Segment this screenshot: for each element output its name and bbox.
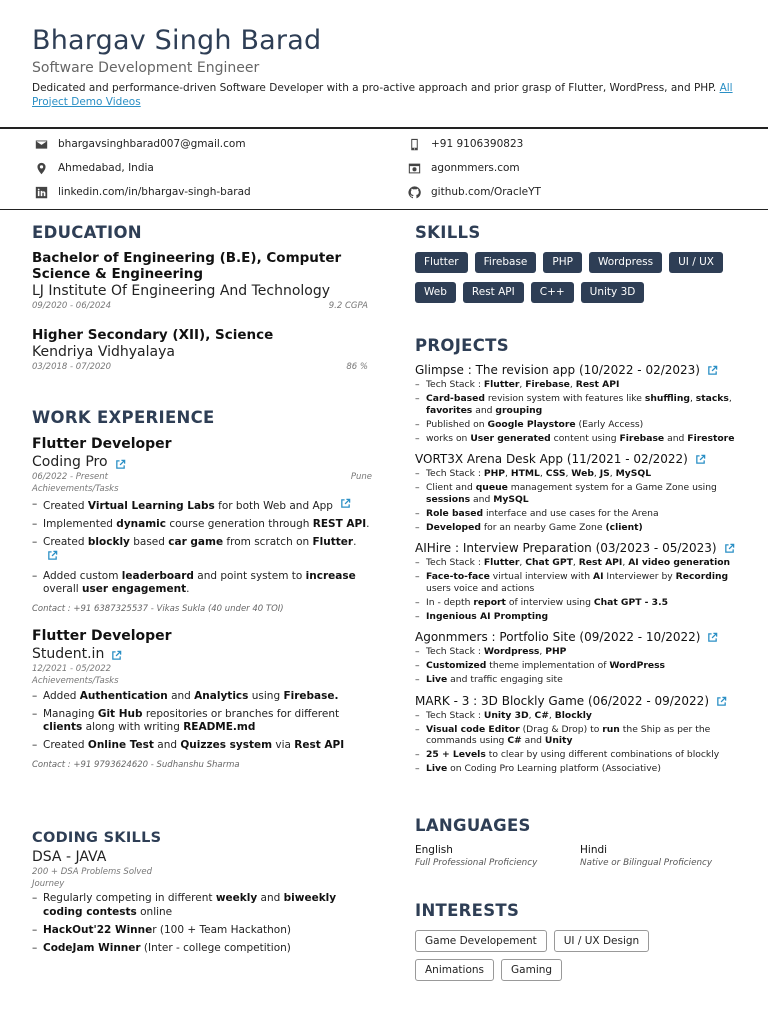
skills-section <box>415 223 745 312</box>
external-link-icon[interactable] <box>340 498 351 509</box>
list-item: – In - depth report of interview using Chat GPT - 3.5 <box>415 597 745 609</box>
contact-divider <box>0 209 768 210</box>
skill-tag: Flutter <box>415 252 468 273</box>
job-location: Pune <box>350 472 372 482</box>
linkedin-icon <box>34 185 48 199</box>
project-item <box>415 452 745 533</box>
project-title[interactable] <box>415 694 745 709</box>
degree-title: Bachelor of Engineering (B.E), Computer Science & Engineering <box>32 250 342 282</box>
email-text: bhargavsinghbarad007@gmail.com <box>58 138 246 150</box>
external-link-icon[interactable] <box>707 632 718 643</box>
contact-location <box>34 161 154 175</box>
location-text: Ahmedabad, India <box>58 162 154 174</box>
interest-tag: Animations <box>415 959 494 981</box>
education-dates: 03/2018 - 07/2020 <box>32 362 112 372</box>
interest-tags <box>415 930 715 988</box>
project-title-text: VORT3X Arena Desk App (11/2021 - 02/2022) <box>415 452 688 466</box>
company[interactable] <box>32 645 372 663</box>
skills-title: SKILLS <box>415 223 481 242</box>
list-item: – Tech Stack : Flutter, Chat GPT, Rest API, AI video generation <box>415 557 745 569</box>
list-item: – Added Authentication and Analytics using Firebase. <box>32 690 372 704</box>
interests-title: INTERESTS <box>415 901 520 920</box>
skill-tag: PHP <box>543 252 582 273</box>
project-item <box>415 630 745 686</box>
list-item: – Tech Stack : Wordpress, PHP <box>415 646 745 658</box>
contact-email[interactable] <box>34 137 246 151</box>
skill-tag: Rest API <box>463 282 524 303</box>
language-level: Full Professional Proficiency <box>415 858 538 868</box>
skill-tag: UI / UX <box>669 252 723 273</box>
contact-phone[interactable] <box>407 137 523 151</box>
list-item: – HackOut'22 Winner (100 + Team Hackathon) <box>32 924 372 938</box>
list-item: – Role based interface and use cases for the Arena <box>415 508 745 520</box>
job-title: Flutter Developer <box>32 627 172 644</box>
list-item: – Ingenious AI Prompting <box>415 611 745 623</box>
coding-subtitle: DSA - JAVA <box>32 849 107 865</box>
interest-tag: Gaming <box>501 959 562 981</box>
language-item <box>415 844 580 869</box>
company-name: Student.in <box>32 645 105 662</box>
candidate-role: Software Development Engineer <box>32 60 260 76</box>
reference-contact: Contact : +91 6387325537 - Vikas Sukla (40 under 40 TOI) <box>32 603 284 614</box>
phone-text: +91 9106390823 <box>431 138 524 150</box>
contact-linkedin[interactable] <box>34 185 251 199</box>
list-item: – Tech Stack : Unity 3D, C#, Blockly <box>415 710 745 722</box>
list-item: – Live on Coding Pro Learning platform (Associative) <box>415 763 745 775</box>
linkedin-text: linkedin.com/in/bhargav-singh-barad <box>58 186 251 198</box>
project-title[interactable] <box>415 363 745 378</box>
summary-text: Dedicated and performance-driven Software Developer with a pro-active approach and prior grasp of Flutter, WordPress, and PHP. <box>32 82 717 94</box>
project-details <box>415 646 745 686</box>
language-level: Native or Bilingual Proficiency <box>580 858 713 868</box>
contact-github[interactable] <box>407 185 541 199</box>
coding-section <box>32 828 372 960</box>
skill-tag: Wordpress <box>589 252 662 273</box>
education-dates: 09/2020 - 06/2024 <box>32 301 112 311</box>
list-item: – Added custom leaderboard and point system to increase overall user engagement. <box>32 570 372 597</box>
list-item: – 25 + Levels to clear by using different combinations of blockly <box>415 749 745 761</box>
list-item: – Visual code Editor (Drag & Drop) to run the Ship as per the commands using C# and Unity <box>415 724 745 747</box>
project-title[interactable] <box>415 630 745 645</box>
project-item <box>415 694 745 775</box>
job-tasks <box>32 498 372 597</box>
project-details <box>415 710 745 775</box>
skill-tag: C++ <box>531 282 574 303</box>
project-details <box>415 379 745 444</box>
list-item: – Regularly competing in different weekly and biweekly coding contests online <box>32 892 372 919</box>
header-divider <box>0 127 768 129</box>
contact-website[interactable] <box>407 161 520 175</box>
email-icon <box>34 137 48 151</box>
skill-tags <box>415 252 745 312</box>
list-item: – Card-based revision system with features like shuffling, stacks, favorites and grouping <box>415 393 745 416</box>
reference-contact: Contact : +91 9793624620 - Sudhanshu Sharma <box>32 759 240 770</box>
website-icon <box>407 161 421 175</box>
education-meta <box>32 361 368 373</box>
institution: LJ Institute Of Engineering And Technology <box>32 283 331 299</box>
list-item: – Implemented dynamic course generation through REST API. <box>32 518 372 532</box>
github-icon <box>407 185 421 199</box>
project-title-text: Glimpse : The revision app (10/2022 - 02/2023) <box>415 363 700 377</box>
project-title-text: Agonmmers : Portfolio Site (09/2022 - 10/2022) <box>415 630 701 644</box>
summary <box>32 82 742 109</box>
skill-tag: Web <box>415 282 456 303</box>
candidate-name: Bhargav Singh Barad <box>32 25 322 56</box>
external-link-icon[interactable] <box>724 543 735 554</box>
education-title: EDUCATION <box>32 223 142 242</box>
interest-tag: UI / UX Design <box>554 930 649 952</box>
skill-tag: Firebase <box>475 252 537 273</box>
project-item <box>415 541 745 622</box>
education-section <box>32 223 368 373</box>
job-dates: 06/2022 - Present <box>32 472 109 482</box>
education-meta <box>32 300 368 312</box>
list-item: – Tech Stack : Flutter, Firebase, Rest API <box>415 379 745 391</box>
project-title[interactable] <box>415 541 745 556</box>
coding-title: CODING SKILLS <box>32 830 162 846</box>
list-item: – Face-to-face virtual interview with AI Interviewer by Recording users voice and actions <box>415 571 745 594</box>
list-item: – Live and traffic engaging site <box>415 674 745 686</box>
list-item: – Tech Stack : PHP, HTML, CSS, Web, JS, MySQL <box>415 468 745 480</box>
project-details <box>415 557 745 622</box>
external-link-icon[interactable] <box>111 648 122 659</box>
external-link-icon[interactable] <box>695 454 706 465</box>
education-score: 9.2 CGPA <box>328 301 368 311</box>
language-item <box>580 844 745 869</box>
list-item: – Created blockly based car game from scratch on Flutter. <box>32 536 372 565</box>
language-name: English <box>415 844 453 856</box>
project-item <box>415 363 745 444</box>
location-pin-icon <box>34 161 48 175</box>
list-item: – Client and queue management system for a Game Zone using sessions and MySQL <box>415 482 745 505</box>
skill-tag: Unity 3D <box>581 282 645 303</box>
website-text: agonmmers.com <box>431 162 520 174</box>
external-link-icon[interactable] <box>115 457 126 468</box>
external-link-icon[interactable] <box>707 365 718 376</box>
work-title: WORK EXPERIENCE <box>32 408 215 427</box>
projects-title: PROJECTS <box>415 336 509 355</box>
external-link-icon[interactable] <box>47 550 58 561</box>
coding-list <box>32 892 372 955</box>
job-item <box>32 628 372 771</box>
journey-label: Journey <box>32 879 65 889</box>
education-score: 86 % <box>346 362 368 372</box>
project-title[interactable] <box>415 452 745 467</box>
job-subtitle: Achievements/Tasks <box>32 484 119 494</box>
work-section <box>32 408 372 771</box>
list-item: – Published on Google Playstore (Early Access) <box>415 419 745 431</box>
interest-tag: Game Developement <box>415 930 547 952</box>
languages-section <box>415 816 745 869</box>
project-title-text: MARK - 3 : 3D Blockly Game (06/2022 - 09/2022) <box>415 693 709 708</box>
language-list <box>415 844 745 869</box>
list-item: – Developed for an nearby Game Zone (client) <box>415 522 745 534</box>
projects-section <box>415 336 745 777</box>
project-videos-link[interactable]: All Project Demo Videos <box>32 82 733 108</box>
job-title: Flutter Developer <box>32 436 172 452</box>
company[interactable] <box>32 453 372 471</box>
degree-title: Higher Secondary (XII), Science <box>32 327 274 343</box>
education-item <box>32 250 368 312</box>
interests-section <box>415 901 745 988</box>
list-item: – Created Online Test and Quizzes system via Rest API <box>32 739 372 753</box>
phone-icon <box>407 137 421 151</box>
language-name: Hindi <box>580 844 608 856</box>
resume-header <box>32 24 742 109</box>
list-item: – Managing Git Hub repositories or branches for different clients along with writing README.md <box>32 708 372 735</box>
project-title-text: AIHire : Interview Preparation (03/2023 - 05/2023) <box>415 541 717 555</box>
job-meta <box>32 471 372 483</box>
languages-title: LANGUAGES <box>415 816 531 835</box>
job-dates: 12/2021 - 05/2022 <box>32 663 112 674</box>
project-details <box>415 468 745 533</box>
job-subtitle: Achievements/Tasks <box>32 675 119 686</box>
external-link-icon[interactable] <box>716 696 727 707</box>
company-name: Coding Pro <box>32 454 108 470</box>
problems-solved: 200 + DSA Problems Solved <box>32 867 153 877</box>
list-item: – works on User generated content using Firebase and Firestore <box>415 433 745 445</box>
list-item: – Customized theme implementation of WordPress <box>415 660 745 672</box>
github-text: github.com/OracleYT <box>431 186 541 198</box>
job-item <box>32 436 372 615</box>
education-item <box>32 327 368 373</box>
institution: Kendriya Vidhyalaya <box>32 344 175 360</box>
job-tasks <box>32 690 372 753</box>
list-item: – Created Virtual Learning Labs for both Web and App <box>32 498 372 514</box>
list-item: – CodeJam Winner (Inter - college competition) <box>32 942 372 956</box>
